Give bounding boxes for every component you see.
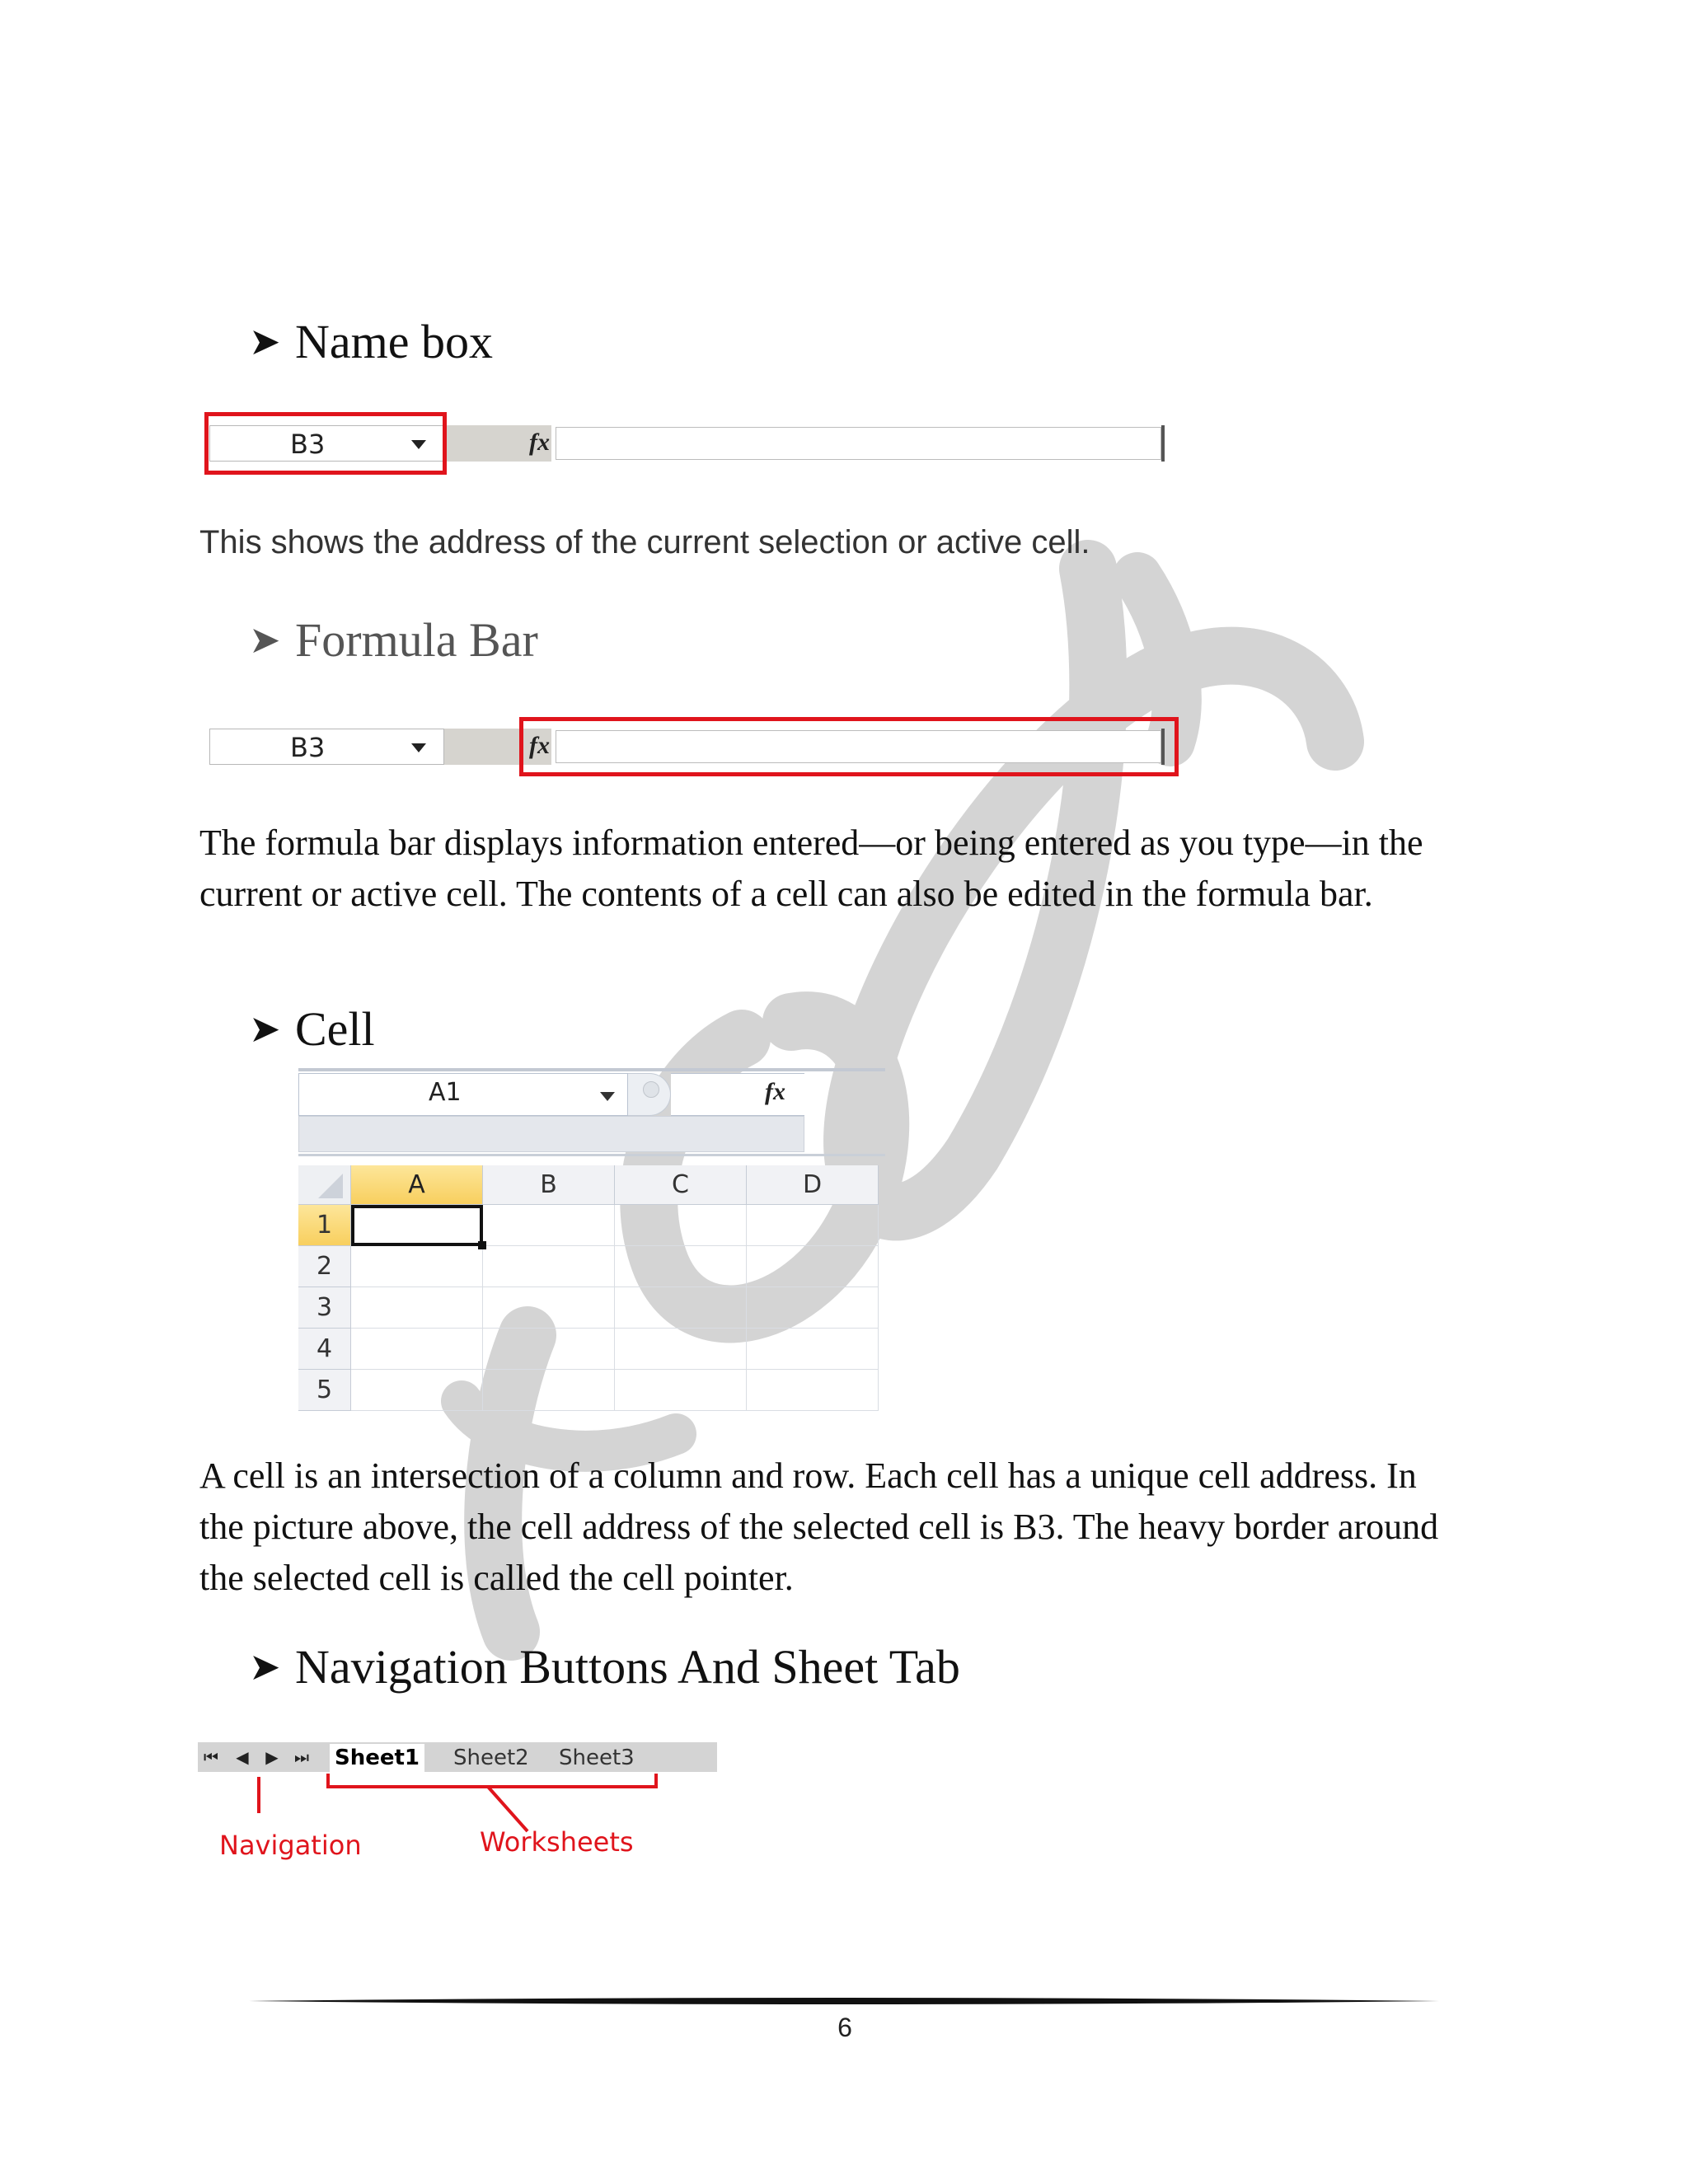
grid-cell[interactable]	[615, 1329, 747, 1370]
column-header[interactable]: A	[351, 1165, 483, 1205]
heading-navigation	[249, 1640, 960, 1694]
row-header[interactable]: 1	[298, 1205, 351, 1246]
grid-cell[interactable]	[747, 1370, 879, 1411]
formula-bar-highlight	[519, 717, 1179, 776]
navigation-label: Navigation	[219, 1830, 362, 1861]
tab-sheet3[interactable]: Sheet3	[559, 1746, 635, 1770]
grid-cell[interactable]	[615, 1370, 747, 1411]
divider	[298, 1068, 885, 1071]
heading-name-box	[249, 315, 493, 368]
heading-text: Name box	[295, 315, 493, 368]
divider	[298, 1154, 885, 1156]
formula-bar-description: The formula bar displays information entered—or being entered as you type—in the current or active cell. The contents of a cell can also be edited in the formula bar.	[199, 823, 1423, 914]
grid-cell[interactable]	[615, 1205, 747, 1246]
tab-sheet2[interactable]: Sheet2	[453, 1746, 529, 1770]
grid-cell[interactable]	[615, 1246, 747, 1287]
page-number: 6	[837, 2013, 852, 2042]
formula-input[interactable]	[556, 427, 1161, 460]
grid-cell[interactable]	[483, 1287, 615, 1329]
grid-cell[interactable]	[483, 1246, 615, 1287]
chevron-down-icon[interactable]	[411, 743, 426, 752]
worksheets-label: Worksheets	[480, 1826, 634, 1858]
sheet-tab-bar	[198, 1742, 717, 1772]
row-header[interactable]: 2	[298, 1246, 351, 1287]
previous-sheet-icon[interactable]: ◀	[236, 1747, 249, 1767]
fx-icon[interactable]: fx	[765, 1078, 785, 1105]
heading-text: Formula Bar	[295, 613, 538, 667]
cell-pointer[interactable]	[351, 1205, 483, 1246]
grip-icon	[643, 1081, 659, 1098]
first-sheet-icon[interactable]: ⏮	[204, 1747, 218, 1767]
arrow-bullet-icon: ➤	[249, 617, 281, 662]
grid-cell[interactable]	[351, 1329, 483, 1370]
grid-cell[interactable]	[747, 1205, 879, 1246]
arrow-bullet-icon: ➤	[249, 319, 281, 363]
name-box-description: This shows the address of the current selection or active cell.	[199, 524, 1090, 560]
grid-cell[interactable]	[615, 1287, 747, 1329]
chevron-down-icon[interactable]	[600, 1092, 615, 1101]
divider	[1161, 425, 1165, 462]
grid-cell[interactable]	[483, 1205, 615, 1246]
tab-sheet1[interactable]: Sheet1	[330, 1744, 424, 1772]
formula-bar-area[interactable]	[298, 1116, 804, 1152]
fx-icon[interactable]: fx	[529, 732, 550, 759]
heading-text: Navigation Buttons And Sheet Tab	[295, 1640, 960, 1694]
heading-text: Cell	[295, 1002, 375, 1056]
next-sheet-icon[interactable]: ▶	[265, 1747, 279, 1767]
column-header[interactable]: B	[483, 1165, 615, 1205]
name-box-value: B3	[290, 429, 326, 460]
cell-description: A cell is an intersection of a column and row. Each cell has a unique cell address. In the picture above, the cell address of the selected cell is B3. The heavy border around the selected cell is called the cell pointer.	[199, 1455, 1439, 1598]
fx-icon[interactable]: fx	[529, 429, 550, 456]
last-sheet-icon[interactable]: ⏭	[294, 1747, 309, 1767]
heading-cell	[249, 1002, 375, 1056]
arrow-bullet-icon: ➤	[249, 1006, 281, 1051]
column-header[interactable]: C	[615, 1165, 747, 1205]
grid-cell[interactable]	[483, 1329, 615, 1370]
name-box-value: A1	[429, 1078, 462, 1107]
name-box-field[interactable]	[298, 1073, 628, 1116]
name-box-field[interactable]	[209, 729, 444, 765]
heading-formula-bar	[249, 613, 538, 667]
footer-rule	[249, 1996, 1439, 2006]
grid-cell[interactable]	[351, 1287, 483, 1329]
grid-cell[interactable]	[351, 1246, 483, 1287]
cell-grid-screenshot	[298, 1068, 885, 1418]
grid-cell[interactable]	[747, 1246, 879, 1287]
select-all-icon	[318, 1174, 343, 1198]
grid-cell[interactable]	[483, 1370, 615, 1411]
row-header[interactable]: 4	[298, 1329, 351, 1370]
name-box-value: B3	[290, 732, 326, 763]
fill-handle[interactable]	[478, 1241, 486, 1249]
grid-cell[interactable]	[747, 1287, 879, 1329]
name-box-highlight	[204, 412, 447, 475]
arrow-bullet-icon: ➤	[249, 1644, 281, 1689]
grid-cell[interactable]	[747, 1329, 879, 1370]
row-header[interactable]: 5	[298, 1370, 351, 1411]
row-header[interactable]: 3	[298, 1287, 351, 1329]
column-header[interactable]: D	[747, 1165, 879, 1205]
grid-cell[interactable]	[351, 1370, 483, 1411]
